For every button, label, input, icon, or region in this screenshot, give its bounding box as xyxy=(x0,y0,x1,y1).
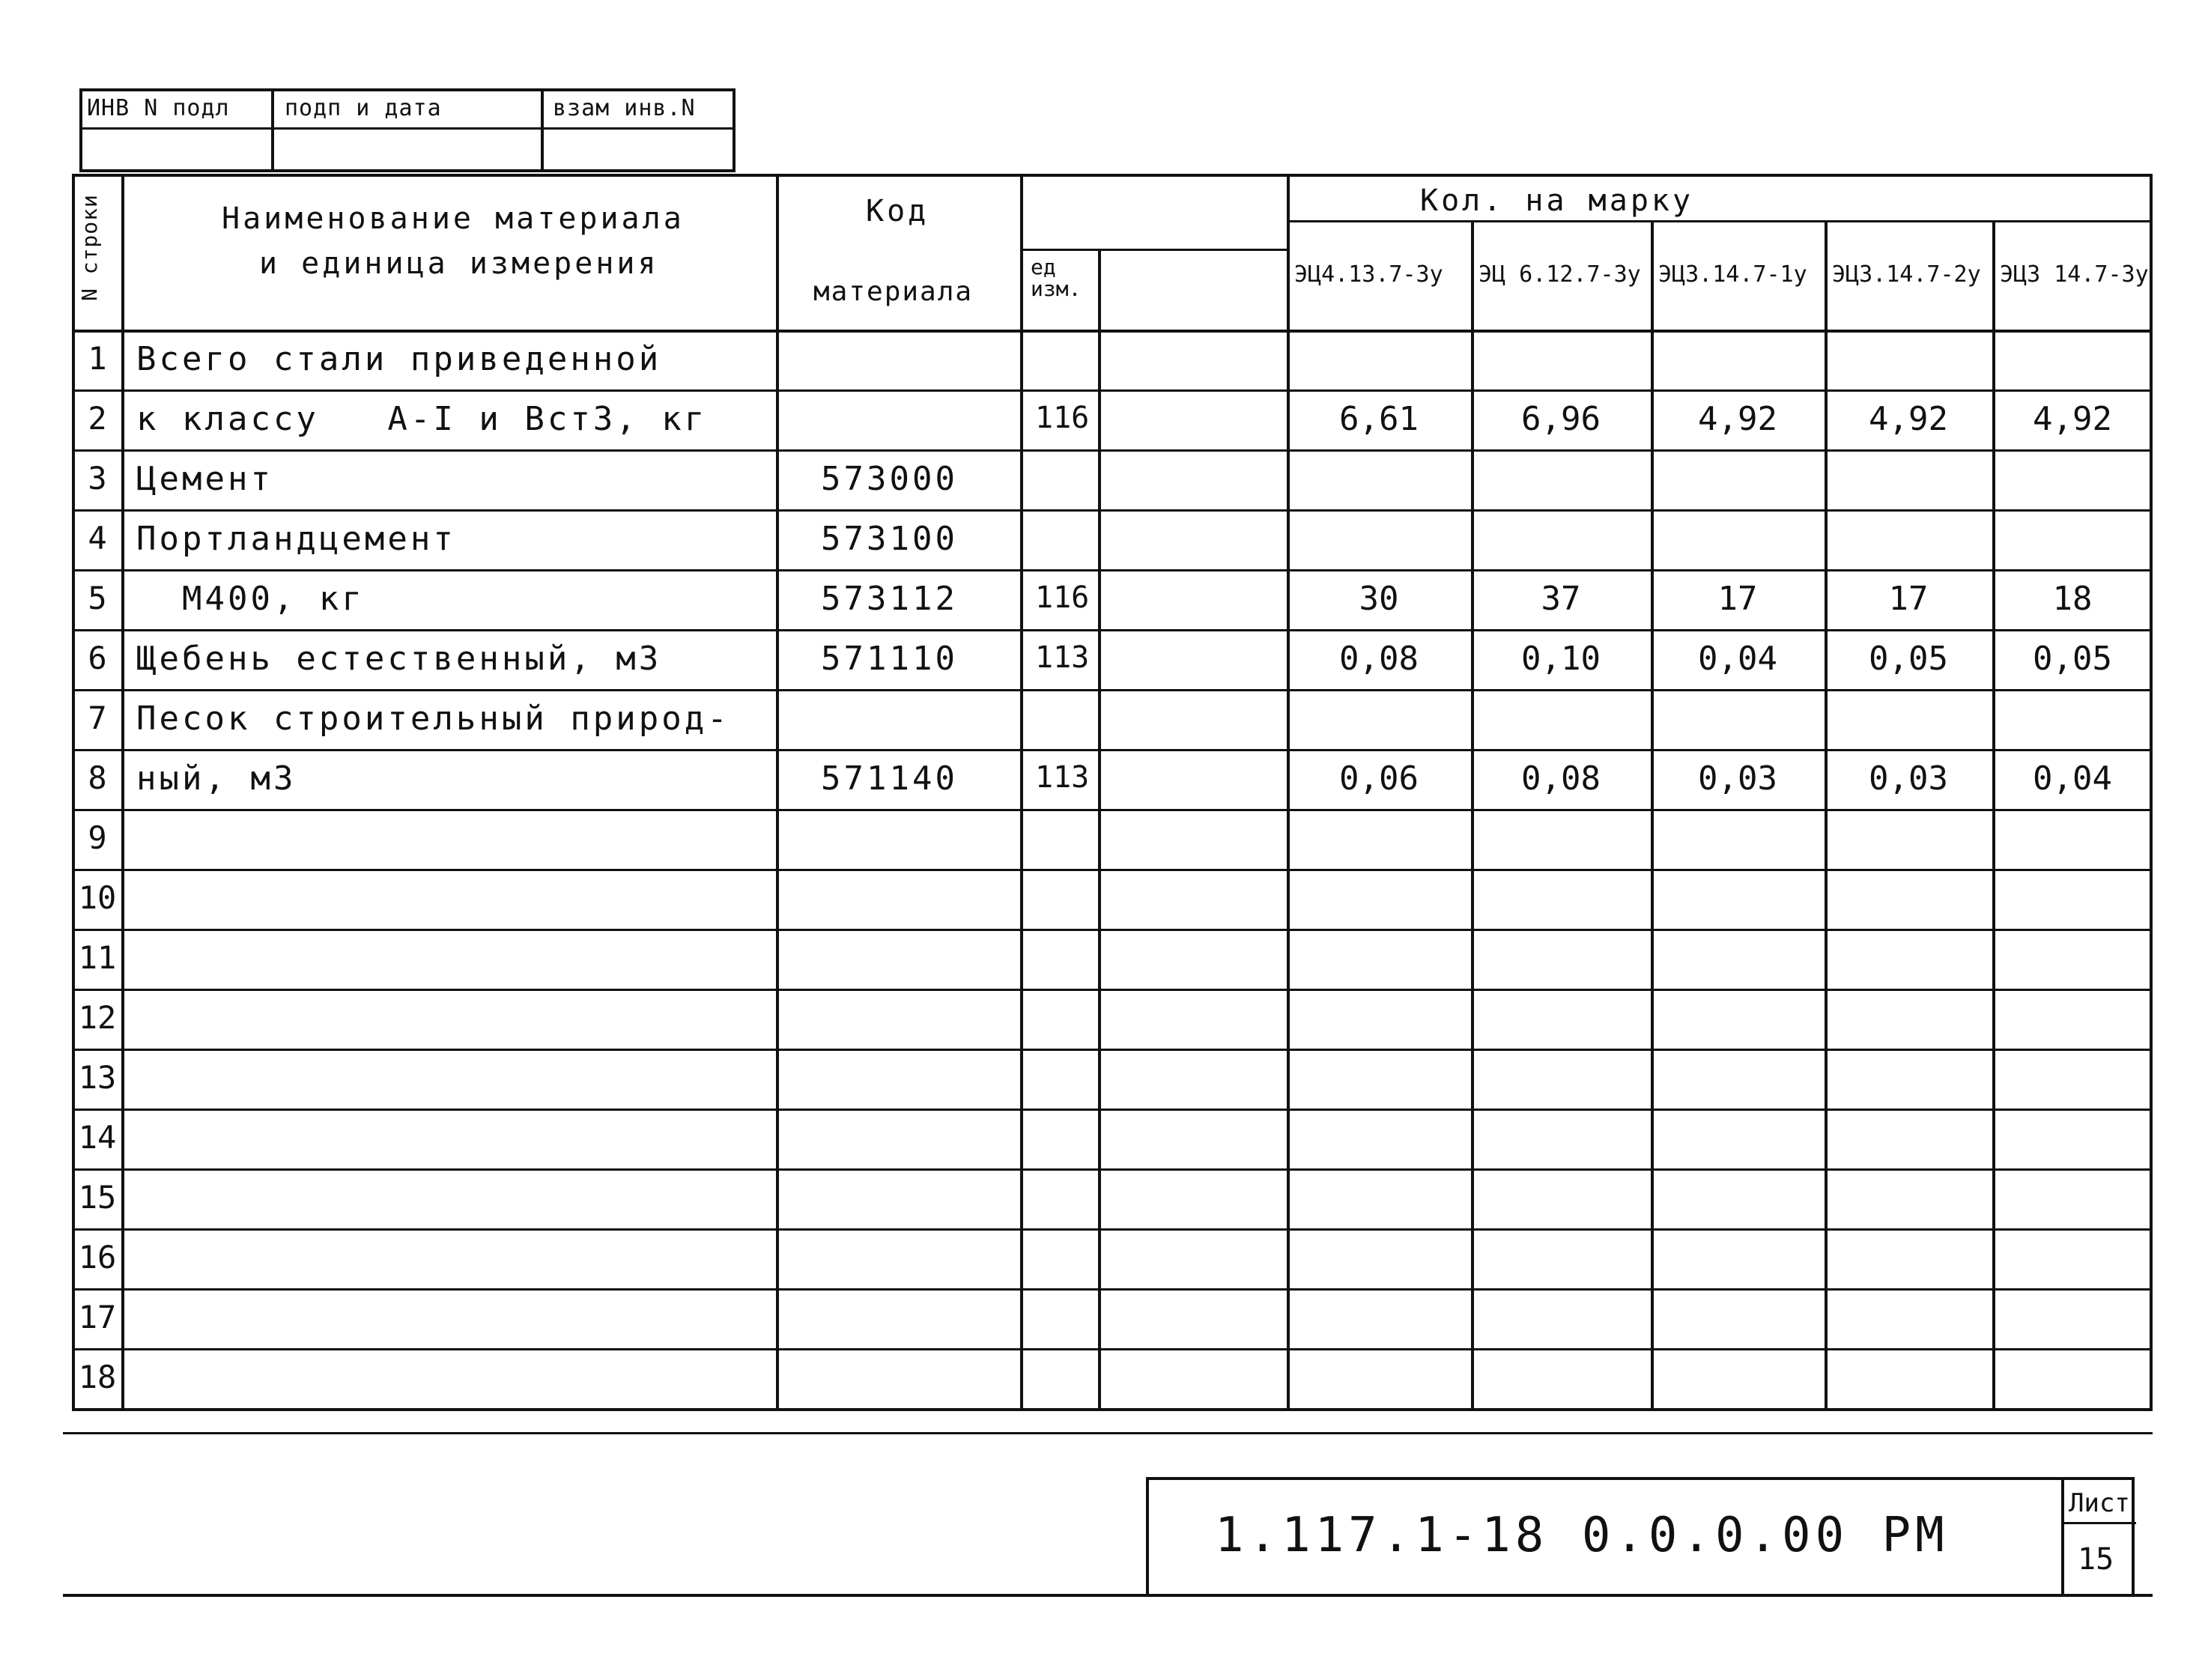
row-number: 6 xyxy=(88,640,107,676)
row-value-mark-5: 0,05 xyxy=(2033,640,2112,678)
mark-header-1: ЭЦ4.13.7-3у xyxy=(1294,261,1443,288)
rownum-header: N строки xyxy=(77,194,102,301)
row-number: 14 xyxy=(78,1119,117,1156)
row-value-mark-1: 6,61 xyxy=(1339,400,1419,438)
row-number: 8 xyxy=(88,759,107,796)
column-line xyxy=(1020,174,1023,1408)
row-unit: 113 xyxy=(1035,760,1090,795)
document-designation: 1.117.1-18 0.0.0.00 РМ xyxy=(1215,1508,1949,1563)
row-line xyxy=(72,1228,2153,1231)
row-unit: 113 xyxy=(1035,640,1090,675)
row-line xyxy=(72,1109,2153,1111)
row-code: 571110 xyxy=(821,640,958,678)
row-line xyxy=(72,1168,2153,1171)
row-value-mark-3: 4,92 xyxy=(1698,400,1777,438)
title-block xyxy=(1146,1477,2135,1597)
row-value-mark-4: 0,05 xyxy=(1869,640,1948,678)
row-number: 5 xyxy=(88,580,107,616)
row-value-mark-4: 0,03 xyxy=(1869,759,1948,798)
table-border-top xyxy=(72,174,2153,177)
row-line xyxy=(72,809,2153,811)
sheet-number: 15 xyxy=(2078,1542,2114,1577)
stamp-label-replace: взам инв.N xyxy=(553,95,696,121)
row-name: Портландцемент xyxy=(136,520,456,558)
row-number: 3 xyxy=(88,460,107,497)
column-line xyxy=(121,174,124,1408)
mark-header-4: ЭЦ3.14.7-2у xyxy=(1832,261,1981,288)
row-value-mark-3: 17 xyxy=(1717,580,1758,618)
materials-table xyxy=(72,174,2153,1423)
row-number: 2 xyxy=(88,400,107,437)
row-number: 7 xyxy=(88,700,107,736)
row-name: Всего стали приведенной xyxy=(136,340,662,378)
row-value-mark-2: 6,96 xyxy=(1521,400,1601,438)
row-unit: 116 xyxy=(1035,580,1090,615)
row-number: 18 xyxy=(78,1359,117,1395)
column-line xyxy=(776,174,779,1408)
row-code: 573000 xyxy=(821,460,958,498)
row-value-mark-2: 0,08 xyxy=(1521,759,1601,798)
row-value-mark-2: 37 xyxy=(1541,580,1581,618)
row-line xyxy=(72,1288,2153,1291)
row-value-mark-1: 30 xyxy=(1359,580,1399,618)
column-line xyxy=(1098,249,1101,1408)
row-name: к классу А-I и Вст3, кг xyxy=(136,400,708,438)
row-value-mark-1: 0,08 xyxy=(1339,640,1419,678)
stamp-label-sign: подп и дата xyxy=(285,95,442,121)
row-number: 4 xyxy=(88,520,107,557)
row-number: 1 xyxy=(88,340,107,377)
row-value-mark-5: 0,04 xyxy=(2033,759,2112,798)
qty-split-line xyxy=(1287,220,2153,222)
mark-header-2: ЭЦ 6.12.7-3у xyxy=(1478,261,1641,288)
table-border-bottom xyxy=(72,1408,2153,1411)
bottom-line-top xyxy=(63,1432,2153,1434)
row-line xyxy=(72,629,2153,631)
row-value-mark-4: 4,92 xyxy=(1869,400,1948,438)
row-number: 13 xyxy=(78,1059,117,1096)
row-number: 15 xyxy=(78,1179,117,1216)
row-number: 10 xyxy=(78,879,117,916)
row-value-mark-4: 17 xyxy=(1888,580,1929,618)
name-header-line1: Наименование материала xyxy=(222,201,685,236)
code-group-header: Код xyxy=(866,194,929,228)
mark-header-3: ЭЦ3.14.7-1у xyxy=(1658,261,1807,288)
row-code: 573100 xyxy=(821,520,958,558)
row-line xyxy=(72,569,2153,571)
mark-header-5: ЭЦ3 14.7-3у xyxy=(2000,261,2149,288)
row-value-mark-1: 0,06 xyxy=(1339,759,1419,798)
row-number: 12 xyxy=(78,999,117,1036)
header-bottom-line xyxy=(72,330,2153,333)
row-value-mark-3: 0,04 xyxy=(1698,640,1777,678)
row-value-mark-2: 0,10 xyxy=(1521,640,1601,678)
row-value-mark-3: 0,03 xyxy=(1698,759,1777,798)
row-line xyxy=(72,449,2153,452)
row-code: 573112 xyxy=(821,580,958,618)
row-value-mark-5: 4,92 xyxy=(2033,400,2112,438)
row-line xyxy=(72,389,2153,392)
code-unit-header: ед изм. xyxy=(1031,255,1082,302)
name-header-line2: и единица измерения xyxy=(259,246,659,281)
row-name: М400, кг xyxy=(136,580,365,618)
row-name: ный, м3 xyxy=(136,759,297,798)
stamp-box xyxy=(79,88,736,172)
row-number: 16 xyxy=(78,1239,117,1276)
row-number: 17 xyxy=(78,1299,117,1335)
row-line xyxy=(72,1049,2153,1051)
row-line xyxy=(72,1348,2153,1350)
row-line xyxy=(72,749,2153,751)
row-line xyxy=(72,869,2153,871)
row-number: 11 xyxy=(78,939,117,976)
code-material-header: материала xyxy=(813,276,974,307)
row-line xyxy=(72,929,2153,931)
row-line xyxy=(72,689,2153,691)
row-value-mark-5: 18 xyxy=(2052,580,2093,618)
stamp-label-inv: ИНВ N подл xyxy=(87,95,230,121)
code-split-line xyxy=(1020,249,1287,251)
row-line xyxy=(72,509,2153,512)
row-unit: 116 xyxy=(1035,401,1090,435)
qty-group-header: Кол. на марку xyxy=(1420,184,1694,218)
row-name: Цемент xyxy=(136,460,273,498)
row-name: Щебень естественный, м3 xyxy=(136,640,662,678)
row-name: Песок строительный природ- xyxy=(136,700,730,738)
row-number: 9 xyxy=(88,819,107,856)
row-line xyxy=(72,989,2153,991)
sheet-label: Лист xyxy=(2069,1488,2130,1518)
row-code: 571140 xyxy=(821,759,958,798)
